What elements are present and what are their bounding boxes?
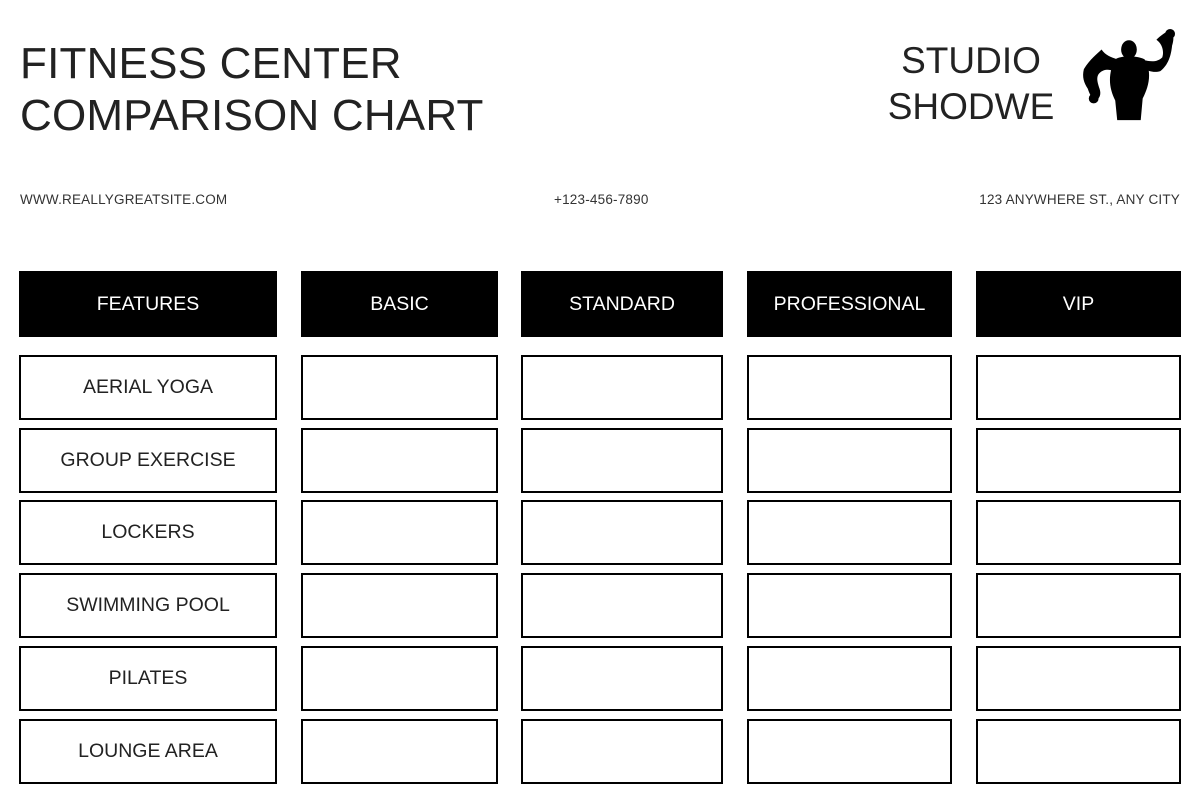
vip-cell[interactable] (976, 646, 1181, 711)
feature-cell: AERIAL YOGA (19, 355, 277, 420)
header-professional: PROFESSIONAL (747, 271, 952, 337)
feature-cell: PILATES (19, 646, 277, 711)
header-vip: VIP (976, 271, 1181, 337)
standard-cell[interactable] (521, 719, 723, 784)
vip-cell[interactable] (976, 355, 1181, 420)
header-features: FEATURES (19, 271, 277, 337)
feature-cell: GROUP EXERCISE (19, 428, 277, 493)
professional-cell[interactable] (747, 573, 952, 638)
feature-cell: SWIMMING POOL (19, 573, 277, 638)
vip-cell[interactable] (976, 719, 1181, 784)
page-title (20, 38, 484, 142)
feature-cell: LOUNGE AREA (19, 719, 277, 784)
standard-cell[interactable] (521, 646, 723, 711)
address-text: 123 ANYWHERE ST., ANY CITY (979, 192, 1180, 207)
standard-cell[interactable] (521, 500, 723, 565)
flexing-bodybuilder-icon (1078, 26, 1176, 124)
header-basic: BASIC (301, 271, 498, 337)
vip-cell[interactable] (976, 573, 1181, 638)
brand-name (886, 38, 1056, 130)
basic-cell[interactable] (301, 500, 498, 565)
professional-cell[interactable] (747, 500, 952, 565)
phone-text: +123-456-7890 (554, 192, 649, 207)
website-text: WWW.REALLYGREATSITE.COM (20, 192, 228, 207)
feature-cell: LOCKERS (19, 500, 277, 565)
professional-cell[interactable] (747, 719, 952, 784)
standard-cell[interactable] (521, 428, 723, 493)
professional-cell[interactable] (747, 355, 952, 420)
basic-cell[interactable] (301, 646, 498, 711)
title-line-2: COMPARISON CHART (20, 91, 484, 140)
brand-line-1: STUDIO (901, 40, 1041, 81)
brand-line-2: SHODWE (887, 86, 1055, 127)
basic-cell[interactable] (301, 573, 498, 638)
basic-cell[interactable] (301, 719, 498, 784)
title-line-1: FITNESS CENTER (20, 39, 402, 88)
professional-cell[interactable] (747, 428, 952, 493)
basic-cell[interactable] (301, 355, 498, 420)
vip-cell[interactable] (976, 428, 1181, 493)
vip-cell[interactable] (976, 500, 1181, 565)
standard-cell[interactable] (521, 573, 723, 638)
basic-cell[interactable] (301, 428, 498, 493)
professional-cell[interactable] (747, 646, 952, 711)
header-standard: STANDARD (521, 271, 723, 337)
standard-cell[interactable] (521, 355, 723, 420)
